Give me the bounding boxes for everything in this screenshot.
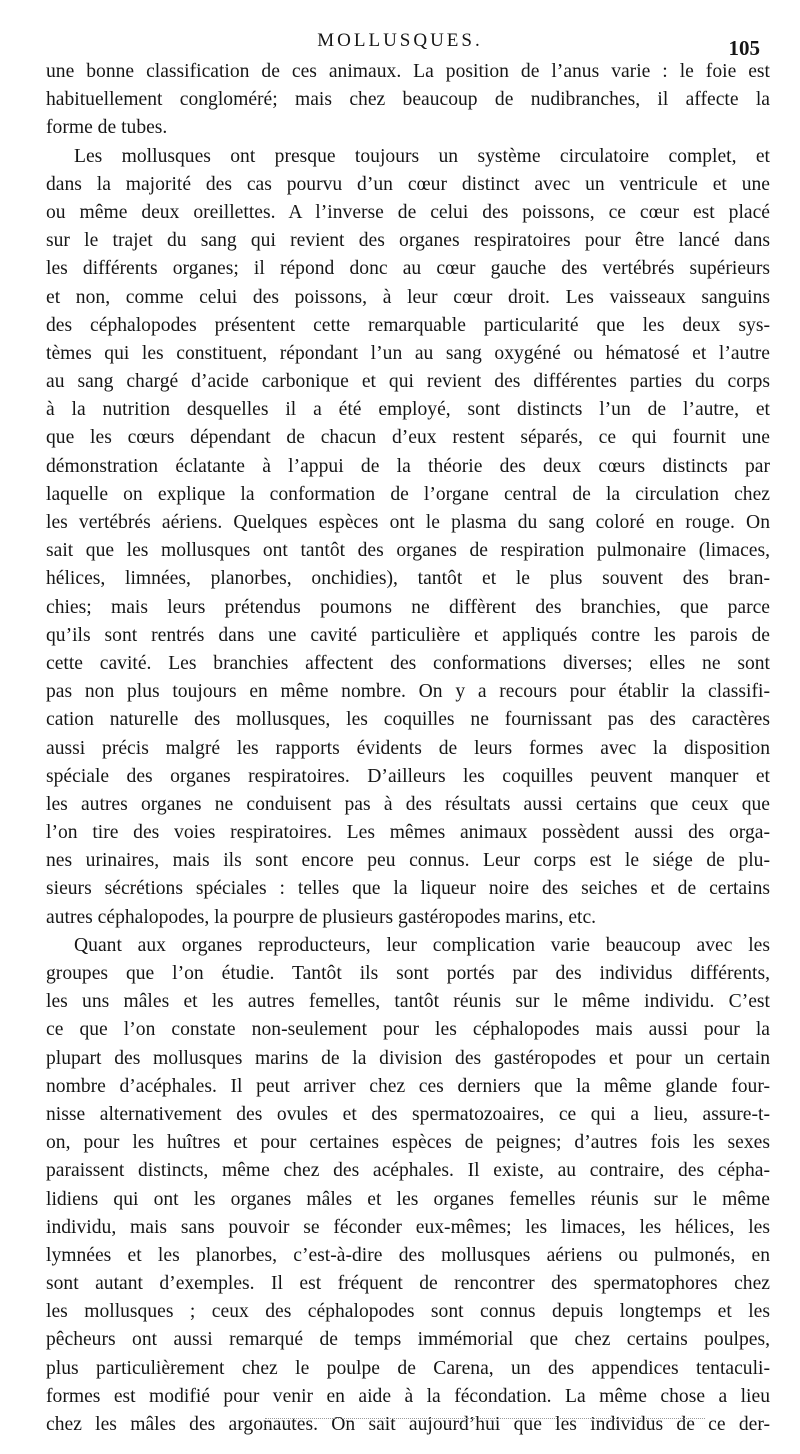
text-line: lymnées et les planorbes, c’est-à-dire des mollusques aériens ou pulmonés, en [46,1244,770,1266]
text-line: forme de tubes. [46,117,168,139]
text-line: à la nutrition desquelles il a été employé, sont distincts l’un de l’autre, et [46,399,770,421]
text-line: aussi précis malgré les rapports évidents de leurs formes avec la disposition [46,737,770,759]
text-line: nisse alternativement des ovules et des spermatozoaires, ce qui a lieu, assure-t- [46,1103,770,1125]
text-line: les vertébrés aériens. Quelques espèces ont le plasma du sang coloré en rouge. On [46,512,770,533]
text-line: les mollusques ; ceux des céphalopodes sont connus depuis longtemps et les [46,1301,770,1323]
text-line: les uns mâles et les autres femelles, tantôt réunis sur le même individu. C’est [46,991,770,1013]
text-line: des céphalopodes présentent cette remarquable particularité que les deux sys- [46,314,770,336]
text-line: nombre d’acéphales. Il peut arriver chez ces derniers que la même glande four- [46,1075,770,1097]
text-line: laquelle on explique la conformation de l’organe central de la circulation chez [46,483,770,505]
text-line: on, pour les huîtres et pour certaines espèces de peignes; d’autres fois les sexes [46,1132,770,1154]
running-title: MOLLUSQUES. [317,30,483,51]
text-line: hélices, limnées, planorbes, onchidies), tantôt et le plus souvent des bran- [46,568,770,590]
text-line: formes est modifié pour venir en aide à la fécondation. La même chose a lieu [46,1385,770,1407]
page-number: 105 [728,36,760,60]
text-line: chez les mâles des argonautes. On sait aujourd’hui que les individus de ce der- [46,1414,770,1435]
text-line: tèmes qui les constituent, répondant l’un au sang oxygéné ou hématosé et l’autre [46,342,770,364]
text-line: Les mollusques ont presque toujours un système circulatoire complet, et [74,145,770,167]
footer-rule [265,1418,705,1419]
text-line: les autres organes ne conduisent pas à des résultats aussi certains que ceux que [46,793,770,815]
text-line: et non, comme celui des poissons, à leur cœur droit. Les vaisseaux sanguins [46,286,770,308]
text-line: pas non plus toujours en même nombre. On y a recours pour établir la classifi- [46,681,770,703]
text-line: ou même deux oreillettes. A l’inverse de celui des poissons, ce cœur est placé [46,201,770,223]
text-line: une bonne classification de ces animaux. La position de l’anus varie : le foie est [46,61,770,82]
text-line: cette cavité. Les branchies affectent des conformations diverses; elles ne sont [46,652,770,674]
text-line: individu, mais sans pouvoir se féconder eux-mêmes; les limaces, les hélices, les [46,1216,770,1238]
text-line: habituellement congloméré; mais chez beaucoup de nudibranches, il affecte la [46,89,770,111]
text-line: lidiens qui ont les organes mâles et les organes femelles réunis sur le même [46,1188,770,1210]
text-line: sieurs sécrétions spéciales : telles que la liqueur noire des seiches et de certains [46,878,770,900]
text-line: chies; mais leurs prétendus poumons ne diffèrent des branchies, que parce [46,596,770,618]
text-line: cation naturelle des mollusques, les coquilles ne fournissant pas des caractères [46,709,770,731]
text-line: dans la majorité des cas pourvu d’un cœur distinct avec un ventricule et une [46,173,770,195]
text-line: sait que les mollusques ont tantôt des organes de respiration pulmonaire (limaces, [46,540,770,562]
text-line: l’on tire des voies respiratoires. Les mêmes animaux possèdent aussi des orga- [46,822,770,844]
text-line: au sang chargé d’acide carbonique et qui revient des différentes parties du corps [46,371,770,393]
text-line: démonstration éclatante à l’appui de la théorie des deux cœurs distincts par [46,455,770,477]
body-text [46,58,770,1439]
text-line: plus particulièrement chez le poulpe de Carena, un des appendices tentaculi- [46,1357,770,1379]
text-line: Quant aux organes reproducteurs, leur complication varie beaucoup avec les [74,934,770,956]
text-line: nes urinaires, mais ils sont encore peu connus. Leur corps est le siége de plu- [46,850,770,872]
text-line: paraissent distincts, même chez des acéphales. Il existe, au contraire, des cépha- [46,1160,770,1182]
text-line: qu’ils sont rentrés dans une cavité particulière et appliqués contre les parois de [46,624,770,646]
text-line: autres céphalopodes, la pourpre de plusieurs gastéropodes marins, etc. [46,906,597,928]
text-line: les différents organes; il répond donc au cœur gauche des vertébrés supérieurs [46,258,770,280]
text-line: ce que l’on constate non-seulement pour les céphalopodes mais aussi pour la [46,1019,770,1041]
text-line: sur le trajet du sang qui revient des organes respiratoires pour être lancé dans [46,230,770,252]
text-line: sont autant d’exemples. Il est fréquent de rencontrer des spermatophores chez [46,1273,770,1295]
text-line: plupart des mollusques marins de la division des gastéropodes et pour un certain [46,1047,770,1069]
text-line: pêcheurs ont aussi remarqué de temps immémorial que chez certains poulpes, [46,1329,770,1351]
text-line: que les cœurs dépendant de chacun d’eux restent séparés, ce qui fournit une [46,427,770,449]
text-line: groupes que l’on étudie. Tantôt ils sont portés par des individus différents, [46,963,770,984]
text-line: spéciale des organes respiratoires. D’ailleurs les coquilles peuvent manquer et [46,765,770,787]
